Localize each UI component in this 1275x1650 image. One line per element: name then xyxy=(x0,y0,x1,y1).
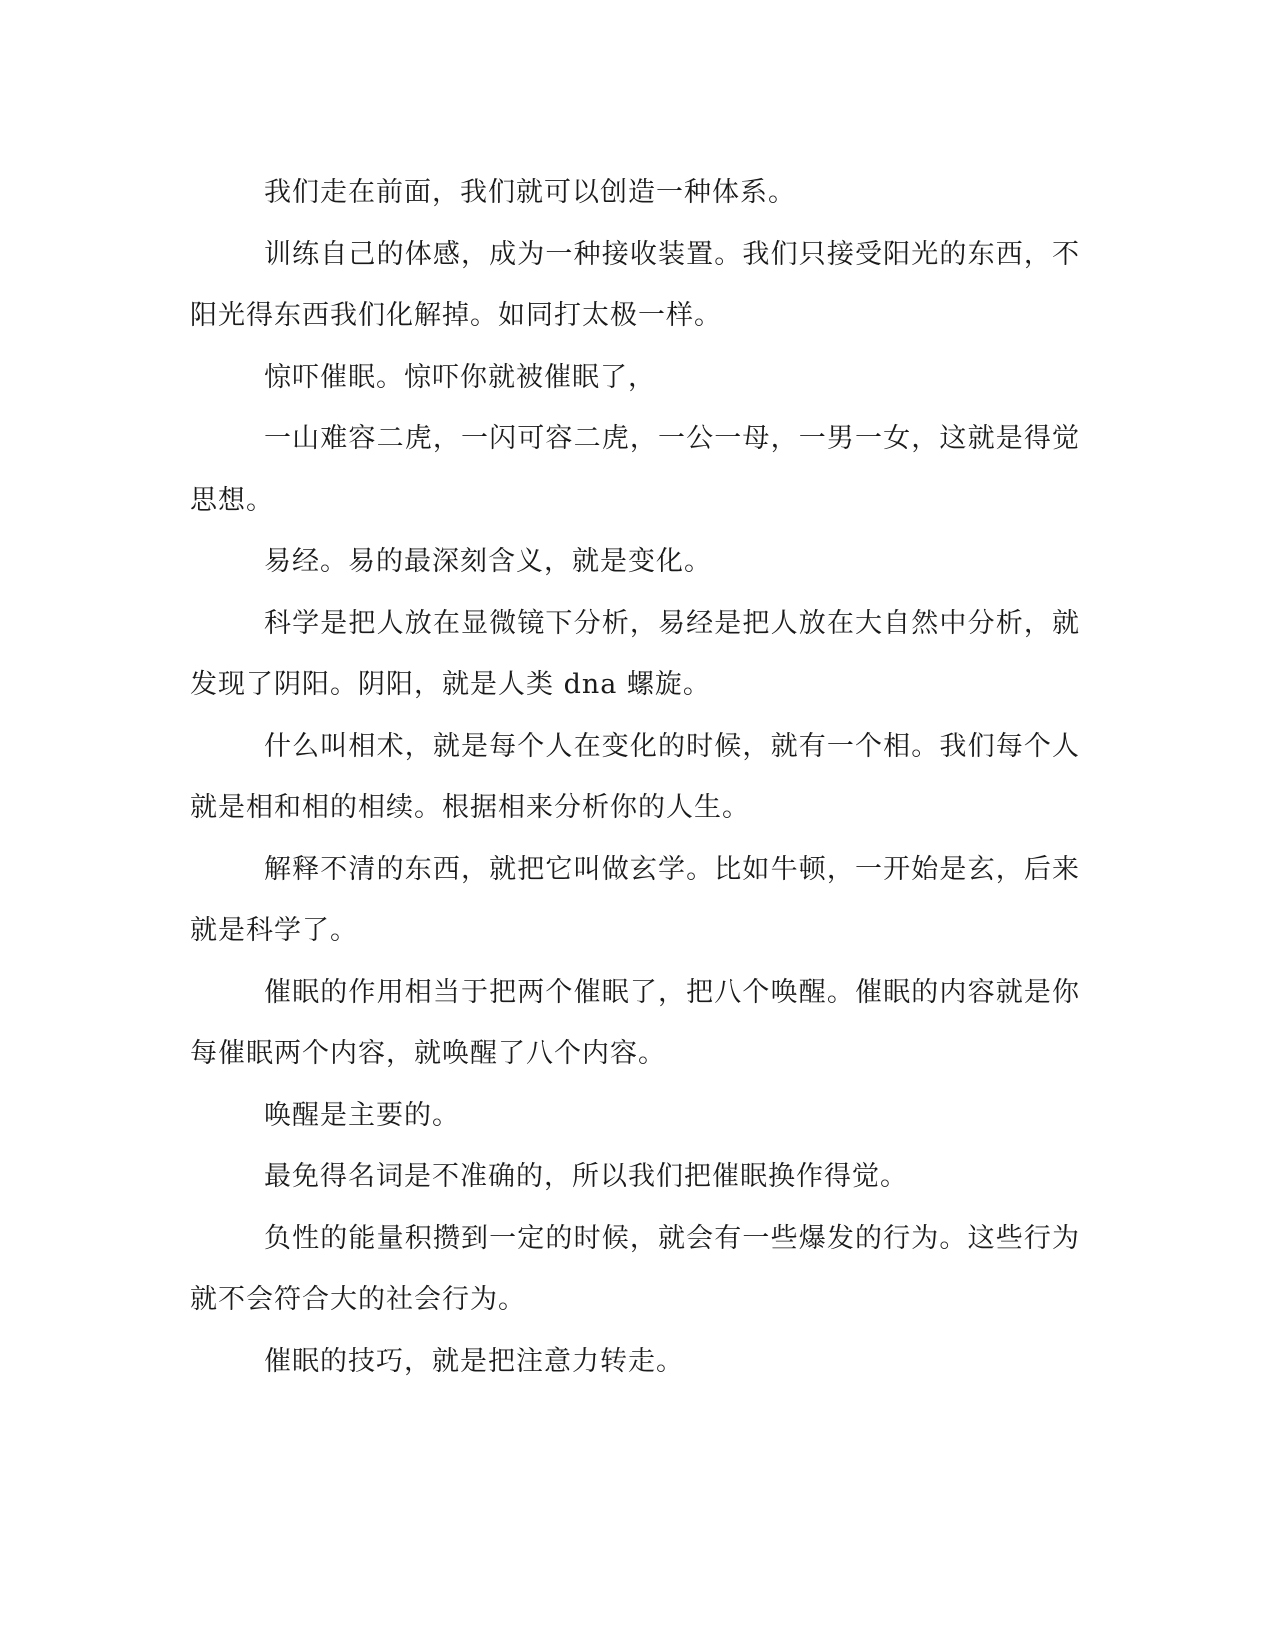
paragraph: 易经。易的最深刻含义，就是变化。 xyxy=(264,546,712,577)
paragraph: 解释不清的东西，就把它叫做玄学。比如牛顿，一开始是玄，后来就是科学了。 xyxy=(190,853,1080,946)
paragraph: 什么叫相术，就是每个人在变化的时候，就有一个相。我们每个人就是相和相的相续。根据相来分析你的人生。 xyxy=(190,730,1080,823)
paragraph: 催眠的作用相当于把两个催眠了，把八个唤醒。催眠的内容就是你每催眠两个内容，就唤醒了八个内容。 xyxy=(190,976,1080,1069)
paragraph: 我们走在前面，我们就可以创造一种体系。 xyxy=(264,177,796,208)
paragraph: 一山难容二虎，一闪可容二虎，一公一母，一男一女，这就是得觉思想。 xyxy=(190,423,1080,516)
paragraph: 惊吓催眠。惊吓你就被催眠了， xyxy=(264,361,656,393)
paragraph: 科学是把人放在显微镜下分析，易经是把人放在大自然中分析，就发现了阴阳。阴阳，就是人类 dna 螺旋。 xyxy=(190,607,1080,700)
paragraph: 唤醒是主要的。 xyxy=(264,1099,460,1131)
paragraph: 最免得名词是不准确的，所以我们把催眠换作得觉。 xyxy=(264,1161,908,1192)
paragraph: 训练自己的体感，成为一种接收装置。我们只接受阳光的东西，不阳光得东西我们化解掉。如同打太极一样。 xyxy=(190,238,1080,331)
paragraph: 催眠的技巧，就是把注意力转走。 xyxy=(264,1345,684,1377)
paragraph: 负性的能量积攒到一定的时候，就会有一些爆发的行为。这些行为就不会符合大的社会行为。 xyxy=(190,1222,1080,1315)
document-body xyxy=(190,162,1080,1392)
